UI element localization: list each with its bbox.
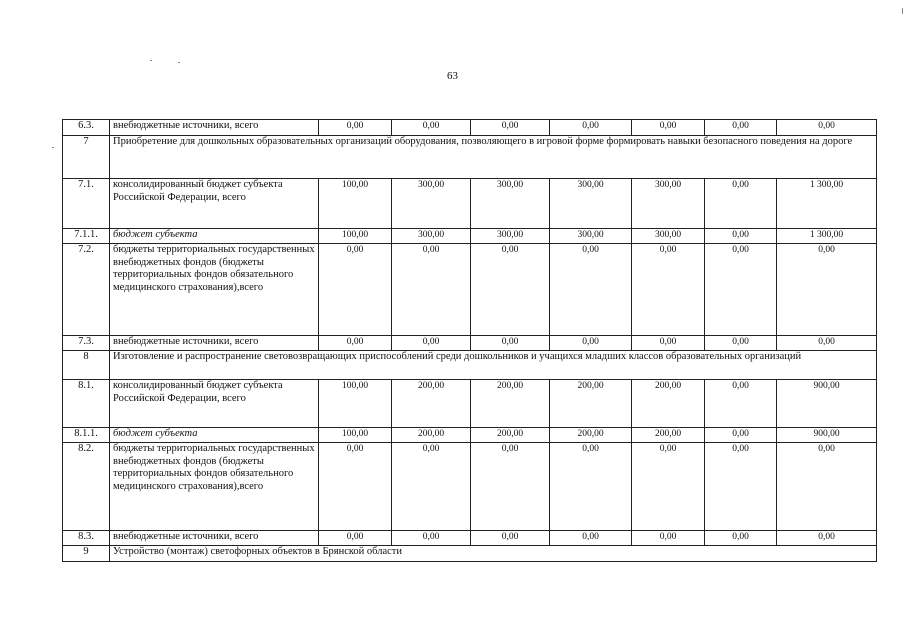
funding-source-label: бюджет субъекта: [110, 428, 319, 443]
table-row: [63, 443, 877, 531]
amount-cell: 0,00: [705, 531, 777, 546]
section-row: [63, 351, 877, 380]
amount-cell: 900,00: [777, 380, 877, 428]
amount-cell: 0,00: [705, 179, 777, 229]
amount-cell: 0,00: [632, 120, 705, 136]
amount-cell: 0,00: [632, 443, 705, 531]
amount-cell: 300,00: [471, 229, 550, 244]
amount-cell: 300,00: [550, 229, 632, 244]
section-row: [63, 136, 877, 179]
funding-source-label: бюджет субъекта: [110, 229, 319, 244]
row-number: 7.3.: [63, 336, 110, 351]
row-number: 9: [63, 546, 110, 562]
table-row: [63, 380, 877, 428]
scan-speck: [150, 60, 152, 61]
amount-cell: 0,00: [550, 531, 632, 546]
funding-source-label: консолидированный бюджет субъекта Российской Федерации, всего: [110, 179, 319, 229]
funding-source-label: внебюджетные источники, всего: [110, 336, 319, 351]
table-row: [63, 179, 877, 229]
amount-cell: 200,00: [392, 428, 471, 443]
amount-cell: 100,00: [319, 179, 392, 229]
table-row: [63, 120, 877, 136]
amount-cell: 200,00: [550, 428, 632, 443]
amount-cell: 0,00: [471, 120, 550, 136]
amount-cell: 0,00: [471, 244, 550, 336]
row-number: 8.1.1.: [63, 428, 110, 443]
amount-cell: 0,00: [550, 244, 632, 336]
funding-source-label: внебюджетные источники, всего: [110, 531, 319, 546]
amount-cell: 0,00: [319, 120, 392, 136]
funding-source-label: бюджеты территориальных государственных внебюджетных фондов (бюджеты территориальных фондов обязательного медицинского страхования),всего: [110, 443, 319, 531]
row-number: 8: [63, 351, 110, 380]
table-row: [63, 244, 877, 336]
amount-cell: 200,00: [632, 380, 705, 428]
amount-cell: 0,00: [705, 244, 777, 336]
amount-cell: 100,00: [319, 380, 392, 428]
table-row: [63, 531, 877, 546]
amount-cell: 0,00: [392, 244, 471, 336]
amount-cell: 100,00: [319, 229, 392, 244]
amount-cell: 0,00: [319, 244, 392, 336]
section-title: Устройство (монтаж) светофорных объектов в Брянской области: [110, 546, 877, 562]
row-number: 6.3.: [63, 120, 110, 136]
amount-cell: 0,00: [319, 336, 392, 351]
amount-cell: 300,00: [392, 179, 471, 229]
table-row: [63, 336, 877, 351]
amount-cell: 200,00: [632, 428, 705, 443]
amount-cell: 300,00: [632, 229, 705, 244]
amount-cell: 300,00: [550, 179, 632, 229]
amount-cell: 0,00: [705, 229, 777, 244]
amount-cell: 0,00: [777, 244, 877, 336]
row-number: 8.1.: [63, 380, 110, 428]
budget-table: [62, 119, 877, 562]
row-number: 7: [63, 136, 110, 179]
row-number: 7.1.: [63, 179, 110, 229]
amount-cell: 0,00: [705, 120, 777, 136]
amount-cell: 200,00: [550, 380, 632, 428]
amount-cell: 0,00: [319, 443, 392, 531]
table-row: [63, 229, 877, 244]
amount-cell: 0,00: [471, 443, 550, 531]
amount-cell: 0,00: [777, 120, 877, 136]
funding-source-label: бюджеты территориальных государственных внебюджетных фондов (бюджеты территориальных фондов обязательного медицинского страхования),всего: [110, 244, 319, 336]
row-number: 8.3.: [63, 531, 110, 546]
page-number: 63: [447, 70, 458, 82]
amount-cell: 0,00: [705, 443, 777, 531]
amount-cell: 0,00: [632, 531, 705, 546]
table-body: [63, 120, 877, 562]
section-row: [63, 546, 877, 562]
scan-speck: [178, 62, 180, 63]
section-title: Приобретение для дошкольных образовательных организаций оборудования, позволяющего в игровой форме формировать навыки безопасного поведения на дороге: [110, 136, 877, 179]
amount-cell: 0,00: [550, 120, 632, 136]
amount-cell: 1 300,00: [777, 229, 877, 244]
amount-cell: 0,00: [392, 443, 471, 531]
amount-cell: 0,00: [471, 531, 550, 546]
amount-cell: 0,00: [392, 120, 471, 136]
amount-cell: 300,00: [471, 179, 550, 229]
amount-cell: 200,00: [471, 428, 550, 443]
amount-cell: 0,00: [632, 244, 705, 336]
amount-cell: 0,00: [777, 531, 877, 546]
funding-source-label: внебюджетные источники, всего: [110, 120, 319, 136]
scan-speck: [52, 147, 54, 148]
amount-cell: 0,00: [392, 336, 471, 351]
amount-cell: 300,00: [392, 229, 471, 244]
row-number: 8.2.: [63, 443, 110, 531]
amount-cell: 0,00: [550, 336, 632, 351]
funding-source-label: консолидированный бюджет субъекта Российской Федерации, всего: [110, 380, 319, 428]
amount-cell: 0,00: [705, 428, 777, 443]
amount-cell: 0,00: [777, 443, 877, 531]
amount-cell: 1 300,00: [777, 179, 877, 229]
scan-speck: [902, 8, 903, 14]
section-title: Изготовление и распространение световозвращающих приспособлений среди дошкольников и учащихся младших классов образовательных организаций: [110, 351, 877, 380]
amount-cell: 0,00: [705, 380, 777, 428]
row-number: 7.2.: [63, 244, 110, 336]
amount-cell: 0,00: [471, 336, 550, 351]
amount-cell: 100,00: [319, 428, 392, 443]
amount-cell: 0,00: [705, 336, 777, 351]
amount-cell: 200,00: [392, 380, 471, 428]
amount-cell: 300,00: [632, 179, 705, 229]
amount-cell: 200,00: [471, 380, 550, 428]
amount-cell: 0,00: [392, 531, 471, 546]
table-row: [63, 428, 877, 443]
amount-cell: 0,00: [550, 443, 632, 531]
amount-cell: 900,00: [777, 428, 877, 443]
row-number: 7.1.1.: [63, 229, 110, 244]
amount-cell: 0,00: [777, 336, 877, 351]
amount-cell: 0,00: [632, 336, 705, 351]
amount-cell: 0,00: [319, 531, 392, 546]
